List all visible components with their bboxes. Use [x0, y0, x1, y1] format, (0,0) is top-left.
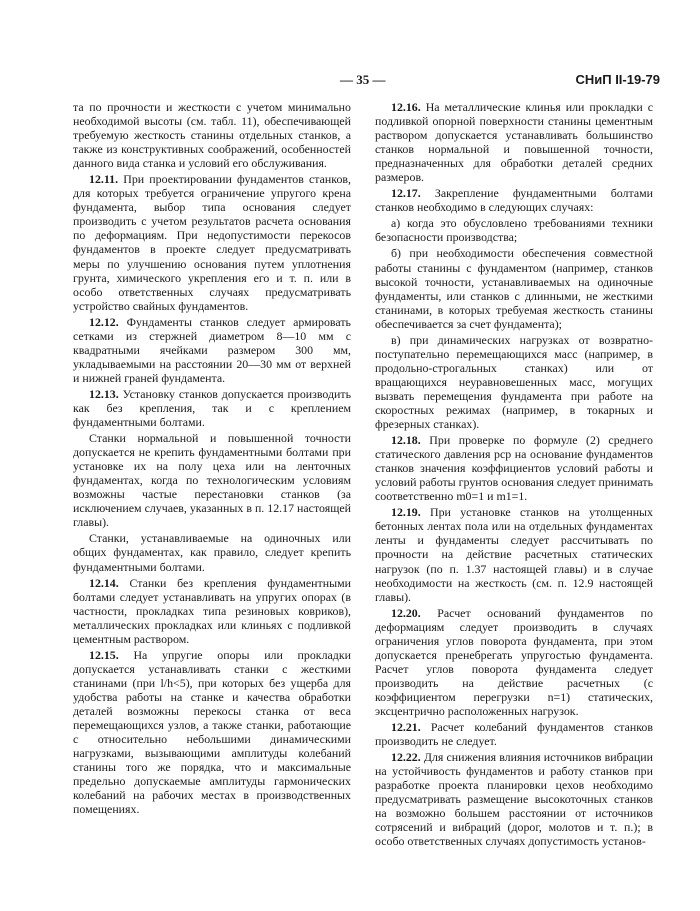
clause-number: 12.12. [89, 314, 119, 329]
paragraph [375, 100, 653, 184]
paragraph [375, 505, 653, 603]
paragraph [375, 186, 653, 214]
paragraph-text: б) при необходимости обеспечения совместной работы станины с фундаментом (например, станков высокой точности, устанавливаемых на одиночные фундаменты, или станков с длинными, не жесткими станинами, в которых требуемая жесткость станины обеспечивается за счет фундамента); [375, 246, 653, 331]
paragraph-text: Станки нормальной и повышенной точности допускается не крепить фундаментными болтами при установке их на полу цеха или на ленточных фундаментах, когда по технологическим условиям возможны частые перестановки станков (за исключением случаев, указанных в п. 12.17 настоящей главы). [73, 431, 351, 530]
paragraph [375, 433, 653, 503]
paragraph [375, 216, 653, 244]
clause-number: 12.20. [391, 605, 421, 620]
clause-number: 12.15. [89, 647, 119, 662]
clause-number: 12.13. [89, 386, 119, 401]
paragraph [73, 576, 351, 646]
left-column [73, 100, 351, 818]
paragraph-text: та по прочности и жесткости с учетом минимально необходимой высоты (см. табл. 11), обеспечивающей требуемую жесткость станины отдельных станков, а также из конструктивных соображений, особенностей данного вида станка и условий его обслуживания. [73, 100, 351, 171]
paragraph-text: Фундаменты станков следует армировать сетками из стержней диаметром 8—10 мм с квадратными ячейками размером 300 мм, укладываемыми на расстоянии 20—30 мм от верхней и нижней граней фундамента. [73, 314, 351, 385]
paragraph-text: Расчет колебаний фундаментов станков производить не следует. [375, 720, 653, 749]
paragraph-text: Станки без крепления фундаментными болтами следует устанавливать на упругих опорах (в частности, прокладках типа резиновых ковриков), металлических прокладках или клиньях с подливкой цементным раствором. [73, 575, 351, 646]
paragraph-text: Расчет оснований фундаментов по деформациям следует производить в случаях ограничения углов поворота фундамента, при этом допускается пренебрегать упругостью фундамента. Расчет углов поворота фундамента следует производить на действие расчетных (с коэффициентом перегрузки n=1) статических, эксцентрично расположенных нагрузок. [375, 605, 653, 718]
paragraph-text: При проверке по формуле (2) среднего статического давления pср на основание фундаментов станков значения коэффициентов условий работы и условий работы грунтов основания следует принимать соответственно m0=1 и m1=1. [375, 433, 653, 504]
paragraph-text: в) при динамических нагрузках от возвратно-поступательно перемещающихся масс (например, в продольно-строгальных станках) или от вращающихся неуравновешенных масс, могущих вызвать перемещения фундамента при работе на скоростных режимах (например, в токарных и фрезерных станках). [375, 332, 653, 432]
paragraph [73, 531, 351, 573]
page-header [75, 72, 660, 90]
paragraph [375, 246, 653, 330]
paragraph-text: Для снижения влияния источников вибрации на устойчивость фундаментов и работу станков при разработке проекта планировки цехов необходимо предусматривать размещение высокоточных станков на возможно большем расстоянии от источников сотрясений и вибраций (дорог, молотов и т. п.); в особо ответственных случаях допустимость установ- [375, 750, 653, 849]
paragraph [73, 315, 351, 385]
paragraph-text: Закрепление фундаментными болтами станков необходимо в следующих случаях: [375, 186, 653, 215]
paragraph-text: На металлические клинья или прокладки с подливкой опорной поверхности станины цементным раствором допускается устанавливать большинство станков нормальной и повышенной точности, предназначенных для обработки деталей средних размеров. [375, 100, 653, 185]
paragraph-text: При установке станков на утолщенных бетонных лентах пола или на отдельных фундаментах ленты и фундаменты следует рассчитывать по прочности на действие расчетных статических нагрузок (по п. 1.37 настоящей главы) и в случае необходимости на жесткость (см. п. 12.9 настоящей главы). [375, 505, 653, 604]
paragraph [73, 100, 351, 170]
paragraph-text: Станки, устанавливаемые на одиночных или общих фундаментах, как правило, следует крепить фундаментными болтами. [73, 531, 351, 574]
paragraph-text: Установку станков допускается производить как без крепления, так и с креплением фундаментными болтами. [73, 386, 351, 430]
paragraph-text: На упругие опоры или прокладки допускается устанавливать станки с жесткими станинами (при l/h<5), при которых без ущерба для удобства работы на станке и качества обработки деталей возможны перекосы станка от веса перемещающихся узлов, а также станки, работающие с относительно небольшими динамическими нагрузками, вызывающими амплитуды колебаний станины того же порядка, что и максимальные предельно допускаемые амплитуды гармонических колебаний на рабочих местах в производственных помещениях. [73, 647, 351, 817]
clause-number: 12.21. [391, 720, 421, 735]
paragraph-text: а) когда это обусловлено требованиями техники безопасности производства; [375, 216, 653, 245]
document-code: СНиП II-19-79 [575, 72, 660, 87]
paragraph [73, 648, 351, 817]
paragraph [73, 387, 351, 429]
paragraph-text: При проектировании фундаментов станков, для которых требуется ограничение упругого крена фундамента, выбор типа основания следует производить с учетом результатов расчета основания по деформациям. При недопустимости перекосов фундаментов в проекте следует предусматривать меры по улучшению основания путем уплотнения грунта, химического укрепления его и т. п. или в особо ответственных случаях предусматривать устройство свайных фундаментов. [73, 172, 351, 313]
right-column [375, 100, 653, 850]
paragraph [375, 606, 653, 718]
clause-number: 12.11. [89, 172, 119, 187]
paragraph [73, 172, 351, 312]
paragraph [375, 333, 653, 431]
page-number: — 35 — [340, 72, 386, 87]
paragraph [73, 431, 351, 529]
clause-number: 12.16. [391, 100, 421, 114]
clause-number: 12.18. [391, 433, 421, 448]
clause-number: 12.22. [391, 750, 421, 765]
paragraph [375, 720, 653, 748]
paragraph [375, 750, 653, 848]
clause-number: 12.17. [391, 186, 421, 201]
clause-number: 12.19. [391, 505, 421, 520]
clause-number: 12.14. [89, 575, 119, 590]
